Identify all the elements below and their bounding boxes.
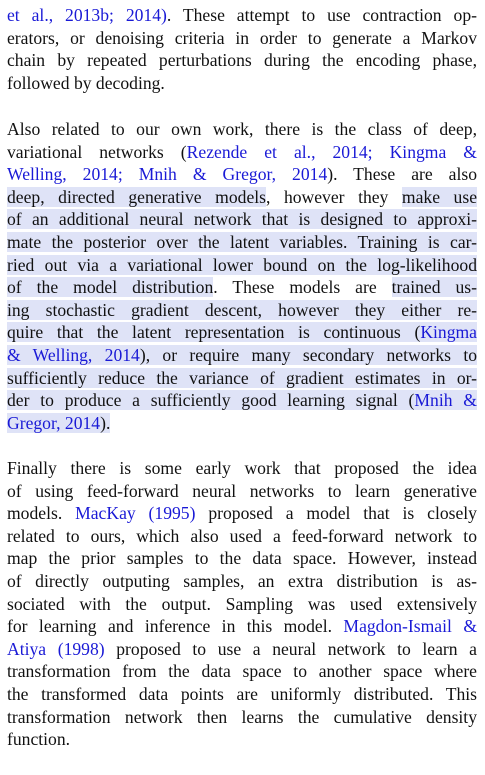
highlighted-text: mate the posterior over the latent variables. Training is car-	[7, 232, 477, 252]
text-line	[7, 163, 477, 185]
text-run: Also related to our own work, there is the class of deep,	[7, 119, 477, 139]
citation-link[interactable]: & Welling, 2014	[7, 345, 140, 365]
text-line	[7, 706, 477, 728]
highlighted-text: deep, directed generative models	[7, 186, 266, 207]
text-line	[7, 728, 477, 750]
text-line	[7, 615, 477, 637]
text-line	[7, 593, 477, 615]
text-line	[7, 367, 477, 389]
text-line	[7, 525, 477, 547]
text-run: . These attempt to use contraction op-	[166, 5, 477, 25]
text-line	[7, 480, 477, 502]
text-line	[7, 186, 477, 208]
highlighted-text: of the model distribution	[7, 277, 214, 298]
text-line	[7, 231, 477, 253]
text-run: variational networks (	[7, 141, 187, 162]
text-line	[7, 547, 477, 569]
text-line	[7, 208, 477, 230]
text-run: of using feed-forward neural networks to learn generative	[7, 480, 477, 501]
text-run: of directly outputing samples, an extra distribution is as-	[7, 571, 477, 591]
text-run: ). These are also	[327, 164, 478, 185]
citation-link[interactable]: MacKay (1995)	[75, 503, 196, 524]
text-run: function.	[7, 729, 71, 750]
text-run: proposed to use a neural network to learn a	[104, 638, 477, 659]
text-run: for learning and inference in this model.	[7, 616, 344, 637]
text-run: erators, or denoising criteria in order to generate a Markov	[7, 27, 477, 48]
highlighted-text: quire that the latent representation is continuous (	[7, 322, 421, 343]
text-run: proposed a model that is closely	[195, 503, 477, 524]
text-line	[7, 502, 477, 524]
highlighted-text: of an additional neural network that is designed to approxi-	[7, 209, 477, 230]
text-line	[7, 276, 477, 298]
text-run: transformation network then learns the cumulative density	[7, 706, 477, 727]
text-line	[7, 412, 477, 434]
citation-link[interactable]: Gregor, 2014	[7, 412, 101, 433]
text-line	[7, 389, 477, 411]
text-line	[7, 299, 477, 321]
text-line	[7, 638, 477, 660]
paragraph-3	[7, 457, 477, 751]
text-run: . These models are	[213, 277, 392, 298]
highlighted-text: ).	[100, 412, 111, 433]
text-line	[7, 660, 477, 682]
text-run: the transformed data points are uniformly distributed. This	[7, 684, 477, 704]
text-run: sociated with the output. Sampling was used extensively	[7, 593, 477, 614]
text-line	[7, 254, 477, 276]
text-run: transformation from the data space to another space where	[7, 661, 477, 682]
text-line	[7, 141, 477, 163]
text-line	[7, 72, 477, 94]
text-line	[7, 4, 477, 26]
text-line	[7, 344, 477, 366]
text-line	[7, 118, 477, 140]
highlighted-text: sufficiently reduce the variance of gradient estimates in or-	[7, 367, 477, 388]
paragraph-2	[7, 118, 477, 434]
text-run: models.	[7, 503, 76, 524]
text-line	[7, 27, 477, 49]
text-run: , however they	[266, 186, 402, 207]
text-line	[7, 321, 477, 343]
text-run: chain by repeated perturbations during the encoding phase,	[7, 50, 477, 71]
paragraph-1	[7, 4, 477, 94]
text-run: Finally there is some early work that proposed the idea	[7, 458, 477, 478]
text-line	[7, 570, 477, 592]
text-run: related to ours, which also used a feed-forward network to	[7, 525, 477, 546]
highlighted-text: trained us-	[391, 277, 478, 298]
citation-link[interactable]: Atiya (1998)	[7, 638, 105, 659]
citation-link[interactable]: Welling, 2014; Mnih & Gregor, 2014	[7, 164, 328, 185]
text-run: map the prior samples to the data space. However, instead	[7, 548, 477, 569]
highlighted-text: der to produce a sufficiently good learning signal (	[7, 390, 415, 411]
citation-link[interactable]: et al., 2013b; 2014)	[7, 5, 167, 25]
text-line	[7, 683, 477, 705]
citation-link[interactable]: Magdon-Ismail &	[343, 616, 478, 637]
highlighted-text: ried out via a variational lower bound on the log-likelihood	[7, 254, 477, 275]
citation-link[interactable]: Rezende et al., 2014; Kingma &	[186, 141, 477, 162]
highlighted-text: make use	[401, 186, 478, 207]
highlighted-text: ), or require many secondary networks to	[139, 345, 478, 365]
text-line	[7, 457, 477, 479]
citation-link[interactable]: Mnih &	[414, 390, 477, 411]
text-run: followed by decoding.	[7, 72, 165, 93]
highlighted-text: ing stochastic gradient descent, however they either re-	[7, 299, 477, 320]
text-line	[7, 49, 477, 71]
citation-link[interactable]: Kingma	[420, 322, 477, 343]
